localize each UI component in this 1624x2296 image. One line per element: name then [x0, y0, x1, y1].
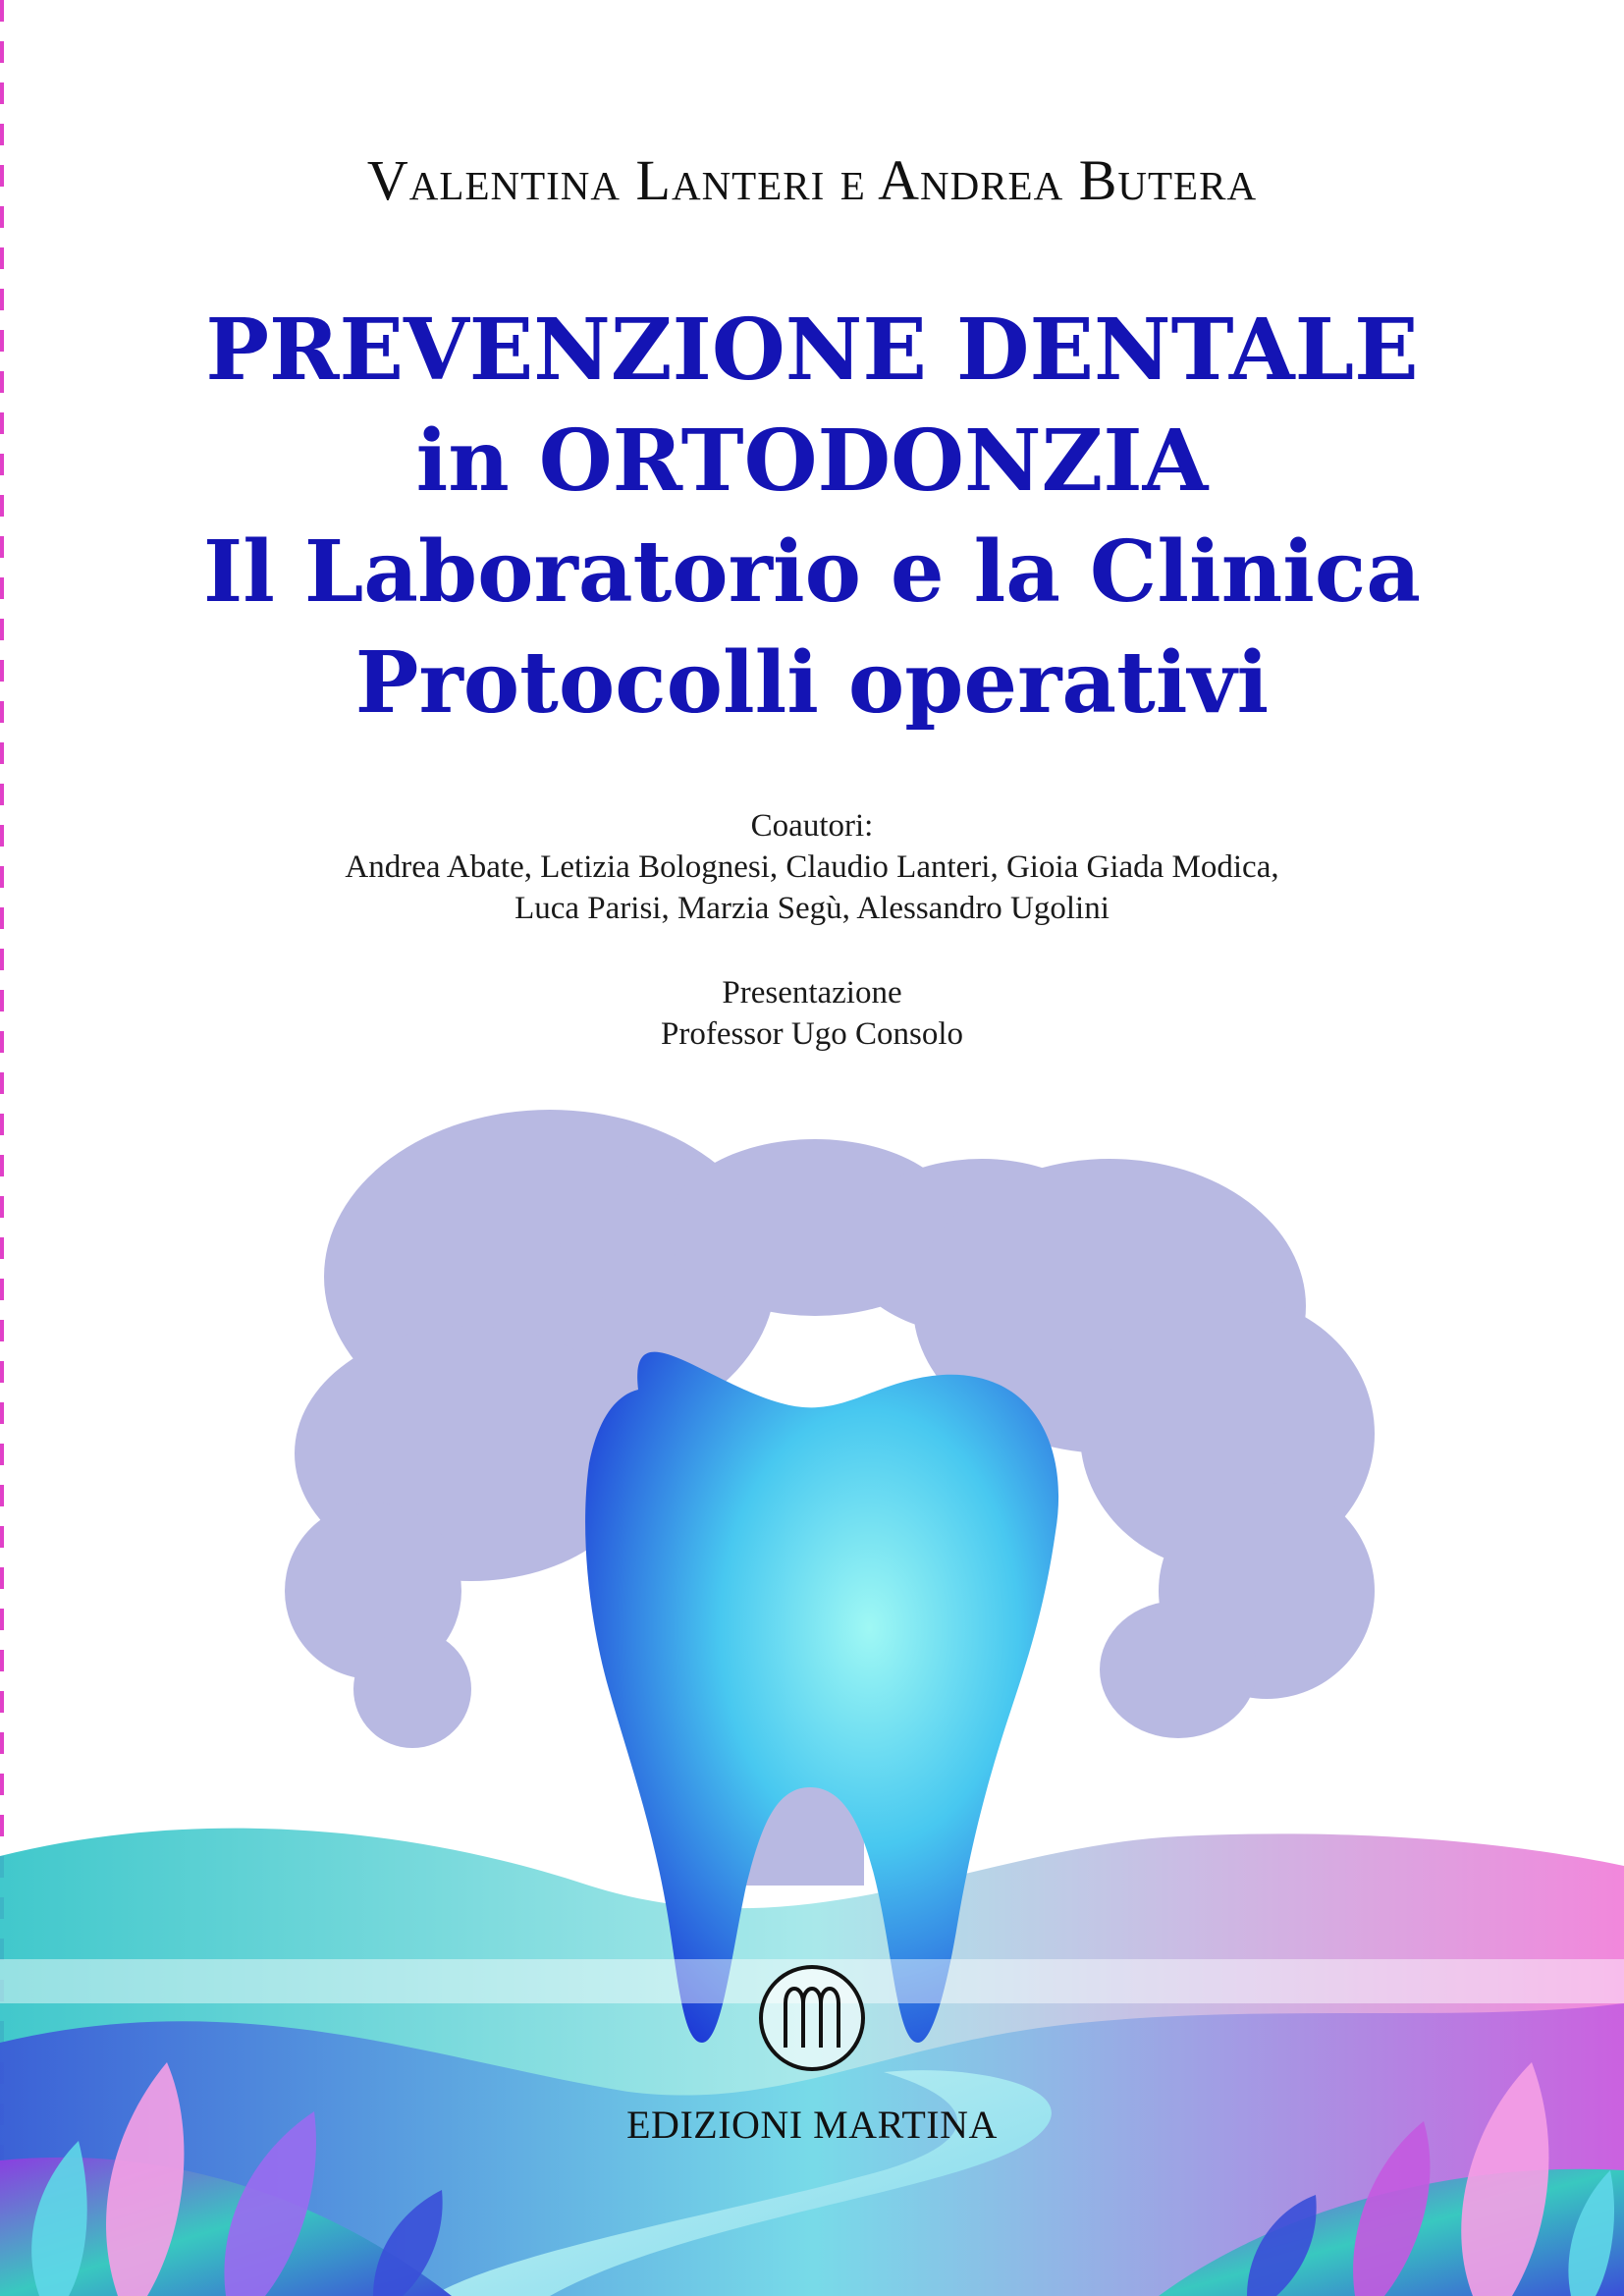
publisher-name: EDIZIONI MARTINA — [626, 2103, 998, 2147]
authors-line: Valentina Lanteri e Andrea Butera — [366, 148, 1258, 212]
presentation-author: Professor Ugo Consolo — [660, 1016, 963, 1052]
coauthors-label: Coautori: — [750, 808, 874, 844]
title-line-1: PREVENZIONE DENTALE — [205, 301, 1419, 400]
title-line-4: Protocolli operativi — [354, 633, 1270, 733]
edizioni-martina-logo-icon — [761, 1967, 863, 2069]
title-line-3: Il Laboratorio e la Clinica — [203, 522, 1421, 622]
title-line-2: in ORTODONZIA — [415, 411, 1209, 511]
presentation-label: Presentazione — [722, 975, 902, 1011]
coauthors-line-1: Andrea Abate, Letizia Bolognesi, Claudio Lanteri, Gioia Giada Modica, — [345, 849, 1279, 885]
coauthors-line-2: Luca Parisi, Marzia Segù, Alessandro Ugolini — [514, 891, 1110, 926]
